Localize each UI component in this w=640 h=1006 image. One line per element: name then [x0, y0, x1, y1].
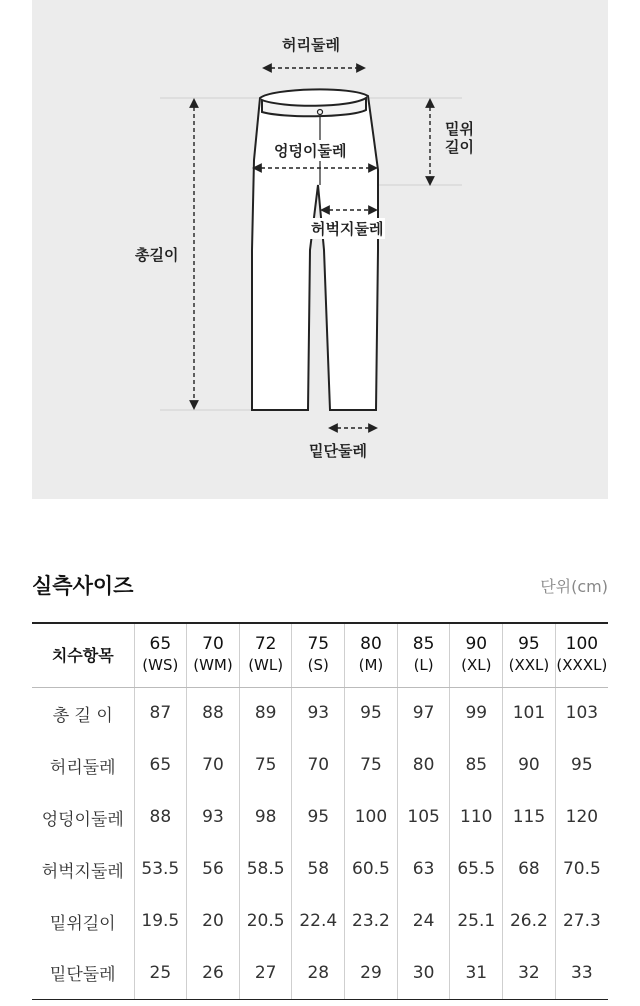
size-code: (S): [307, 656, 329, 675]
table-cell: 101: [503, 687, 556, 739]
table-cell: 93: [187, 791, 240, 843]
table-row: [32, 687, 608, 739]
unit-label: 단위(cm): [540, 577, 608, 596]
hip-label: 엉덩이둘레: [274, 142, 347, 160]
size-table: [32, 622, 608, 1000]
table-cell: 68: [503, 843, 556, 895]
size-column-header: [555, 623, 608, 687]
table-cell: 29: [345, 947, 398, 999]
size-code: (XL): [461, 656, 492, 675]
table-cell: 85: [450, 739, 503, 791]
table-cell: 110: [450, 791, 503, 843]
size-column-header: [187, 623, 240, 687]
table-cell: 98: [239, 791, 292, 843]
size-number: 85: [412, 634, 435, 655]
row-label: 허벅지둘레: [41, 861, 124, 882]
table-cell: 95: [292, 791, 345, 843]
table-cell: 63: [397, 843, 450, 895]
waist-label: 허리둘레: [282, 36, 340, 54]
table-cell: 88: [134, 791, 187, 843]
table-cell: 115: [503, 791, 556, 843]
table-row: [32, 895, 608, 947]
table-cell: 28: [292, 947, 345, 999]
table-cell: 93: [292, 687, 345, 739]
size-number: 95: [518, 634, 540, 655]
table-cell: 88: [187, 687, 240, 739]
size-column-header: [503, 623, 556, 687]
measurement-diagram: [32, 0, 608, 499]
size-number: 100: [565, 634, 599, 655]
table-cell: 19.5: [134, 895, 187, 947]
size-column-header: [397, 623, 450, 687]
table-cell: 30: [397, 947, 450, 999]
row-label: 밑위길이: [49, 913, 116, 934]
size-column-header: [292, 623, 345, 687]
size-code: (WL): [248, 656, 284, 675]
hem-label: 밑단둘레: [309, 442, 367, 460]
pants-illustration: [32, 0, 608, 499]
row-label: 엉덩이둘레: [41, 809, 124, 830]
size-number: 75: [307, 634, 330, 655]
table-cell: 53.5: [134, 843, 187, 895]
table-cell: 27: [239, 947, 292, 999]
table-cell: 65.5: [450, 843, 503, 895]
table-cell: 58: [292, 843, 345, 895]
table-cell: 26: [187, 947, 240, 999]
table-cell: 95: [345, 687, 398, 739]
size-code: (XXL): [508, 656, 550, 675]
section-title: 실측사이즈: [32, 574, 134, 598]
table-row: [32, 739, 608, 791]
rise-label: [445, 120, 474, 156]
table-cell: 105: [397, 791, 450, 843]
size-column-header: [345, 623, 398, 687]
size-code: (M): [358, 656, 384, 675]
size-code: (L): [413, 656, 434, 675]
table-cell: 99: [450, 687, 503, 739]
table-cell: 20.5: [239, 895, 292, 947]
table-cell: 100: [345, 791, 398, 843]
size-column-header: [239, 623, 292, 687]
table-row: [32, 947, 608, 999]
table-cell: 26.2: [503, 895, 556, 947]
table-cell: 103: [555, 687, 608, 739]
table-cell: 65: [134, 739, 187, 791]
table-cell: 75: [239, 739, 292, 791]
table-cell: 22.4: [292, 895, 345, 947]
size-section-header: [32, 568, 608, 602]
table-cell: 89: [239, 687, 292, 739]
size-code: (WM): [193, 656, 233, 675]
size-column-header: [134, 623, 187, 687]
table-cell: 70: [292, 739, 345, 791]
table-cell: 27.3: [555, 895, 608, 947]
table-cell: 33: [555, 947, 608, 999]
table-cell: 80: [397, 739, 450, 791]
size-code: (XXXL): [556, 656, 608, 675]
table-cell: 95: [555, 739, 608, 791]
rise-label-line1: 밑위: [445, 120, 474, 138]
thigh-label: 허벅지둘레: [311, 220, 384, 238]
size-number: 72: [254, 634, 277, 655]
table-cell: 58.5: [239, 843, 292, 895]
table-cell: 90: [503, 739, 556, 791]
table-cell: 20: [187, 895, 240, 947]
table-cell: 87: [134, 687, 187, 739]
table-cell: 32: [503, 947, 556, 999]
size-number: 80: [360, 634, 382, 655]
table-cell: 60.5: [345, 843, 398, 895]
table-cell: 25.1: [450, 895, 503, 947]
size-number: 70: [202, 634, 224, 655]
header-label: 치수항목: [32, 623, 134, 687]
table-cell: 31: [450, 947, 503, 999]
row-label: 허리둘레: [49, 757, 116, 778]
table-cell: 24: [397, 895, 450, 947]
table-body: [32, 687, 608, 999]
table-cell: 25: [134, 947, 187, 999]
size-number: 90: [465, 634, 488, 655]
table-cell: 70: [187, 739, 240, 791]
header-row: [32, 623, 608, 687]
table-row: [32, 791, 608, 843]
table-row: [32, 843, 608, 895]
table-cell: 56: [187, 843, 240, 895]
table-cell: 75: [345, 739, 398, 791]
total-length-label: 총길이: [135, 246, 179, 264]
row-label: 총 길 이: [52, 705, 113, 726]
table-cell: 97: [397, 687, 450, 739]
table-cell: 23.2: [345, 895, 398, 947]
size-code: (WS): [142, 656, 179, 675]
table-cell: 70.5: [555, 843, 608, 895]
table-cell: 120: [555, 791, 608, 843]
row-label: 밑단둘레: [32, 947, 134, 999]
size-number: 65: [149, 634, 172, 655]
rise-label-line2: 길이: [445, 138, 474, 156]
size-column-header: [450, 623, 503, 687]
